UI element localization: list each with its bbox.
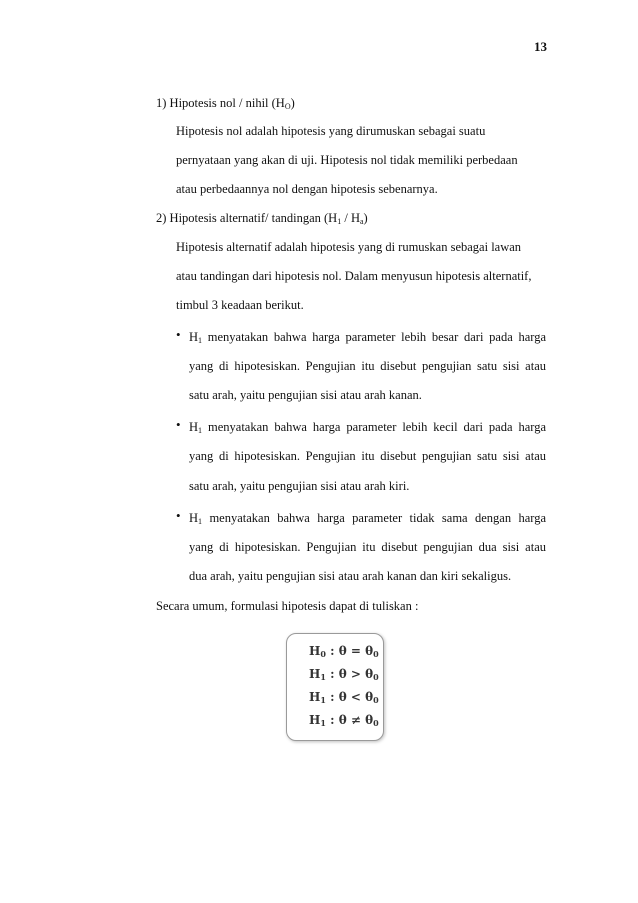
formula-h1-not-equal: H1 : θ ≠ θ0	[309, 713, 379, 728]
bullet2-line-3: satu arah, yaitu pengujian sisi atau arah kiri.	[189, 479, 410, 493]
item1-heading	[156, 95, 295, 115]
bullet3-line-2: yang di hipotesiskan. Pengujian itu disebut pengujian dua sisi atau	[189, 540, 546, 554]
bullet3-text: menyatakan bahwa harga parameter tidak sama dengan harga	[209, 511, 546, 525]
item2-title-sub1: 1	[337, 217, 342, 226]
formula-h1-greater: H1 : θ > θ0	[309, 667, 379, 682]
item2-line-1: Hipotesis alternatif adalah hipotesis yang di rumuskan sebagai lawan	[176, 240, 522, 254]
bullet3-lead: H	[189, 511, 199, 525]
bullet-dot-icon: •	[176, 417, 181, 432]
formula-box	[286, 633, 384, 741]
item2-title-sub2: a	[359, 217, 364, 226]
item2-title: Hipotesis alternatif/ tandingan (H	[169, 211, 338, 225]
bullet1-lead-sub: 1	[198, 336, 203, 345]
item1-number: 1)	[156, 96, 167, 110]
item2-heading	[156, 210, 368, 230]
item1-line-3: atau perbedaannya nol dengan hipotesis sebenarnya.	[176, 182, 438, 196]
item2-number: 2)	[156, 211, 167, 225]
item1-title-end: )	[290, 96, 295, 110]
item2-title-mid: / H	[341, 211, 360, 225]
page-number: 13	[534, 39, 547, 54]
bullet2-line-2: yang di hipotesiskan. Pengujian itu disebut pengujian satu sisi atau	[189, 449, 546, 463]
item1-line-2: pernyataan yang akan di uji. Hipotesis nol tidak memiliki perbedaan	[176, 153, 518, 167]
bullet1-text: menyatakan bahwa harga parameter lebih besar dari pada harga	[207, 330, 546, 344]
item2-title-end: )	[363, 211, 368, 225]
bullet1-line-1	[189, 329, 546, 349]
bullet3-lead-sub: 1	[198, 517, 203, 526]
bullet1-lead: H	[189, 330, 199, 344]
item2-line-2: atau tandingan dari hipotesis nol. Dalam menyusun hipotesis alternatif,	[176, 269, 532, 283]
bullet3-line-3: dua arah, yaitu pengujian sisi atau arah kanan dan kiri sekaligus.	[189, 569, 512, 583]
formula-h0: H0 : θ = θ0	[309, 644, 379, 659]
bullet2-text: menyatakan bahwa harga parameter lebih kecil dari pada harga	[208, 420, 547, 434]
item1-title-sub: O	[284, 102, 291, 111]
formula-h1-less: H1 : θ < θ0	[309, 690, 379, 705]
bullet-dot-icon: •	[176, 327, 181, 342]
bullet1-line-2: yang di hipotesiskan. Pengujian itu disebut pengujian satu sisi atau	[189, 359, 546, 373]
bullet2-lead: H	[189, 420, 199, 434]
bullet-dot-icon: •	[176, 508, 181, 523]
bullet2-lead-sub: 1	[198, 426, 203, 435]
item2-line-3: timbul 3 keadaan berikut.	[176, 298, 304, 312]
item1-title: Hipotesis nol / nihil (H	[169, 96, 285, 110]
bullet3-line-1	[189, 510, 546, 530]
bullet1-line-3: satu arah, yaitu pengujian sisi atau arah kanan.	[189, 388, 422, 402]
item1-line-1: Hipotesis nol adalah hipotesis yang dirumuskan sebagai suatu	[176, 124, 486, 138]
closing-sentence: Secara umum, formulasi hipotesis dapat di tuliskan :	[156, 599, 419, 613]
bullet2-line-1	[189, 419, 546, 439]
